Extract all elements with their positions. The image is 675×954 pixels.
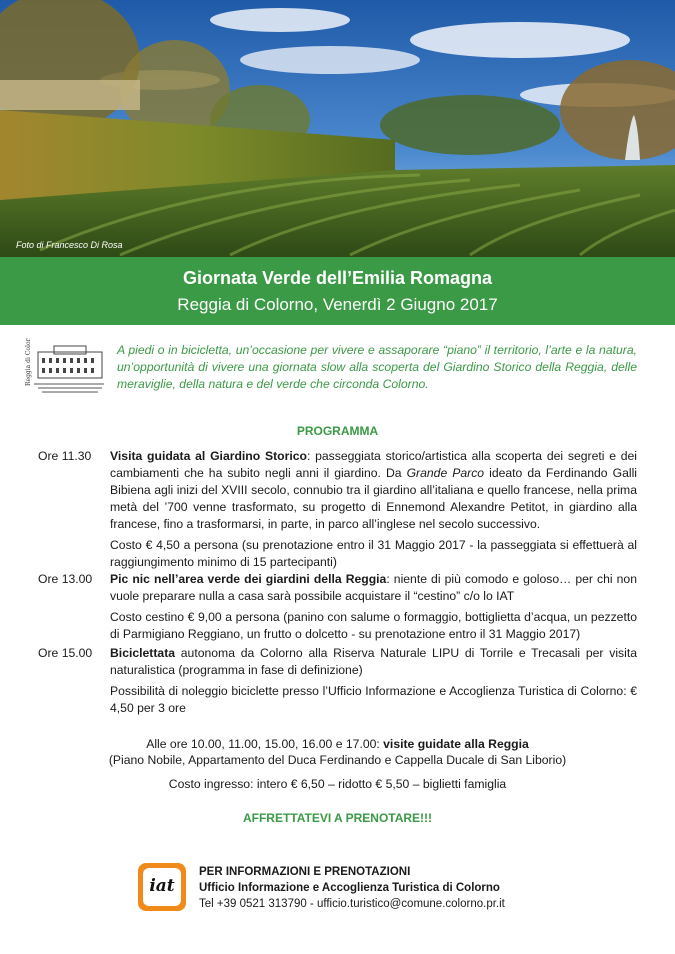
reggia-logo xyxy=(24,338,106,398)
program-note: Costo € 4,50 a persona (su prenotazione entro il 31 Maggio 2017 - la passeggiata si effettuerà al raggiungimento minimo di 15 partecipanti) xyxy=(110,538,637,569)
visits-line: Alle ore 10.00, 11.00, 15.00, 16.00 e 17.00: visite guidate alla Reggia xyxy=(146,737,529,751)
cta-text: AFFRETTATEVI A PRENOTARE!!! xyxy=(242,811,433,825)
photo-credit-author: Francesco Di Rosa xyxy=(46,240,123,250)
visits-cost: Costo ingresso: intero € 6,50 – ridotto € 5,50 – biglietti famiglia xyxy=(168,777,507,791)
program-title: Biciclettata xyxy=(110,646,176,660)
contact-info xyxy=(199,864,505,912)
program-title: Visita guidata al Giardino Storico xyxy=(110,449,307,463)
program-time: Ore 11.30 xyxy=(38,449,92,463)
iat-logo-text: iat xyxy=(149,876,175,896)
photo-credit-prefix: Foto di xyxy=(16,240,44,250)
hero-photo xyxy=(0,0,675,257)
iat-logo-icon xyxy=(138,863,186,911)
contact-heading: PER INFORMAZIONI E PRENOTAZIONI xyxy=(199,866,411,878)
program-heading: PROGRAMMA xyxy=(296,424,379,438)
intro-text: A piedi o in bicicletta, un’occasione per vivere e assaporare “piano” il territorio, l’arte e la natura, un’opportunità di vivere una giornata slow alla scoperta del Giardino Storico della Reggia, delle meraviglie, della natura e del verde che circonda Colorno. xyxy=(117,343,637,391)
program-title: Pic nic nell’area verde dei giardini della Reggia xyxy=(110,572,387,586)
photo-credit xyxy=(16,240,123,250)
program-note: Possibilità di noleggio biciclette presso l’Ufficio Informazione e Accoglienza Turistica di Colorno: € 4,50 per 3 ore xyxy=(110,684,637,715)
program-note: Costo cestino € 9,00 a persona (panino con salume o formaggio, bottiglietta d’acqua, un pezzetto di Parmigiano Reggiano, un frutto o dolcetto - su prenotazione entro il 31 Maggio 2017) xyxy=(110,610,637,641)
page-subtitle: Reggia di Colorno, Venerdì 2 Giugno 2017 xyxy=(177,295,498,314)
contact-office: Ufficio Informazione e Accoglienza Turistica di Colorno xyxy=(199,882,500,894)
program-time: Ore 15.00 xyxy=(38,646,93,660)
program-time: Ore 13.00 xyxy=(38,572,93,586)
title-band xyxy=(0,257,675,325)
page-title: Giornata Verde dell’Emilia Romagna xyxy=(182,268,493,288)
contact-details: Tel +39 0521 313790 - ufficio.turistico@comune.colorno.pr.it xyxy=(199,898,505,910)
visits-detail: (Piano Nobile, Appartamento del Duca Ferdinando e Cappella Ducale di San Liborio) xyxy=(108,753,567,767)
logo-text: Reggia di Colorno xyxy=(25,338,32,386)
